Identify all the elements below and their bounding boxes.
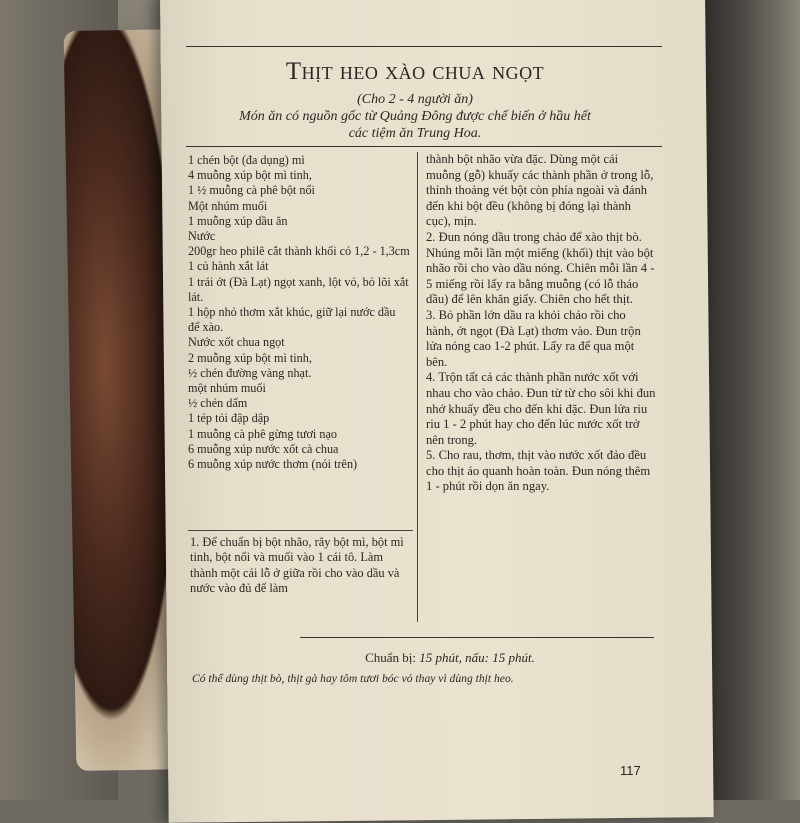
step-text: 2. Đun nóng dầu trong chảo để xào thịt bò. Nhúng mỗi lần một miếng (khối) thịt vào bột nhão rồi cho vào dầu nóng. Chiên mỗi lần 4 - 5 miếng rồi lấy ra bằng muỗng (có lỗ tháo dầu) để lên khăn giấy. Chiên cho hết thịt. bbox=[426, 229, 655, 307]
top-rule bbox=[186, 46, 662, 47]
ingredient: ½ chén đường vàng nhạt. bbox=[188, 365, 312, 380]
ingredients-rule bbox=[188, 530, 413, 531]
step-text: 4. Trộn tất cả các thành phần nước xốt với nhau cho vào chảo. Đun từ từ cho sôi khi đun nhớ khuấy đều cho đến khi đặc. Đun lửa riu riu 1 - 2 phút hay cho đến lúc nước xốt trở nên trong. bbox=[426, 370, 656, 447]
time-info bbox=[240, 650, 660, 666]
step-text: 5. Cho rau, thơm, thịt vào nước xốt đảo đều cho thịt áo quanh hoàn toàn. Đun nóng thêm 1 - phút rồi dọn ăn ngay. bbox=[426, 448, 651, 494]
ingredients-list bbox=[188, 153, 410, 472]
intro-line-2: các tiệm ăn Trung Hoa. bbox=[348, 126, 482, 141]
footer-rule bbox=[300, 637, 654, 638]
step-text: thành bột nhão vừa đặc. Dùng một cái muỗng (gỗ) khuấy các thành phần ở trong lỗ, thỉnh thoảng vét bột còn phía ngoài và đánh đến khi bột đều (không bị đóng lại thành cục), mịn. bbox=[426, 152, 654, 229]
ingredient: Một nhúm muối bbox=[188, 198, 268, 213]
background-right bbox=[700, 0, 800, 800]
ingredient: Nước xốt chua ngọt bbox=[188, 335, 285, 350]
prep-time: 15 phút, bbox=[419, 650, 462, 665]
step-text: 3. Bỏ phần lớn dầu ra khỏi chảo rồi cho hành, ớt ngọt (Đà Lạt) thơm vào. Đun trộn lửa nóng cao 1-2 phút. Lấy ra để qua một bên. bbox=[426, 307, 641, 369]
ingredient: 1 hộp nhỏ thơm xắt khúc, giữ lại nước dầu để xào. bbox=[188, 305, 396, 335]
cook-label: nấu: bbox=[465, 650, 489, 665]
step-1: 1. Để chuẩn bị bột nhão, rây bột mì, bột mì tinh, bột nổi và muối vào 1 cái tô. Làm thành một cái lỗ ở giữa rồi cho vào dầu và nước vào đủ để làm bbox=[190, 535, 404, 595]
ingredient: 6 muỗng xúp nước thơm (nói trên) bbox=[188, 457, 358, 472]
column-divider bbox=[417, 152, 418, 622]
ingredient: 4 muỗng xúp bột mì tinh, bbox=[188, 168, 312, 183]
ingredient: ½ chén dấm bbox=[188, 396, 248, 411]
intro-line-1: Món ăn có nguồn gốc từ Quảng Đông được chế biến ở hầu hết bbox=[239, 109, 591, 124]
ingredient: 1 muỗng xúp dầu ăn bbox=[188, 213, 288, 228]
method-steps bbox=[426, 152, 656, 495]
ingredient: 1 ½ muỗng cà phê bột nổi bbox=[188, 183, 315, 198]
cook-time: 15 phút. bbox=[492, 650, 535, 665]
ingredient: 6 muỗng xúp nước xốt cà chua bbox=[188, 441, 339, 456]
recipe-title: Thịt heo xào chua ngọt bbox=[285, 58, 545, 85]
ingredient: 1 muỗng cà phê gừng tươi nạo bbox=[188, 426, 337, 441]
ingredient: 2 muỗng xúp bột mì tinh, bbox=[188, 350, 312, 365]
page-number: 117 bbox=[620, 763, 641, 778]
recipe-note: Có thể dùng thịt bò, thịt gà hay tôm tươi bóc vỏ thay vì dùng thịt heo. bbox=[192, 672, 514, 685]
ingredient: 1 chén bột (đa dụng) mì bbox=[188, 153, 305, 167]
ingredient: 1 củ hành xắt lát bbox=[188, 259, 269, 274]
prep-label: Chuẩn bị: bbox=[365, 650, 417, 665]
ingredient: 1 tép tỏi đập dập bbox=[188, 411, 270, 426]
ingredient: 200gr heo philê cắt thành khối có 1,2 - 1,3cm bbox=[188, 244, 410, 259]
ingredient: Nước bbox=[188, 229, 216, 244]
ingredient: một nhúm muối bbox=[188, 381, 266, 396]
header-rule bbox=[186, 146, 662, 147]
ingredient: 1 trái ớt (Đà Lạt) ngọt xanh, lột vỏ, bỏ lõi xắt lát. bbox=[188, 274, 409, 304]
servings: (Cho 2 - 4 người ăn) bbox=[357, 92, 473, 107]
